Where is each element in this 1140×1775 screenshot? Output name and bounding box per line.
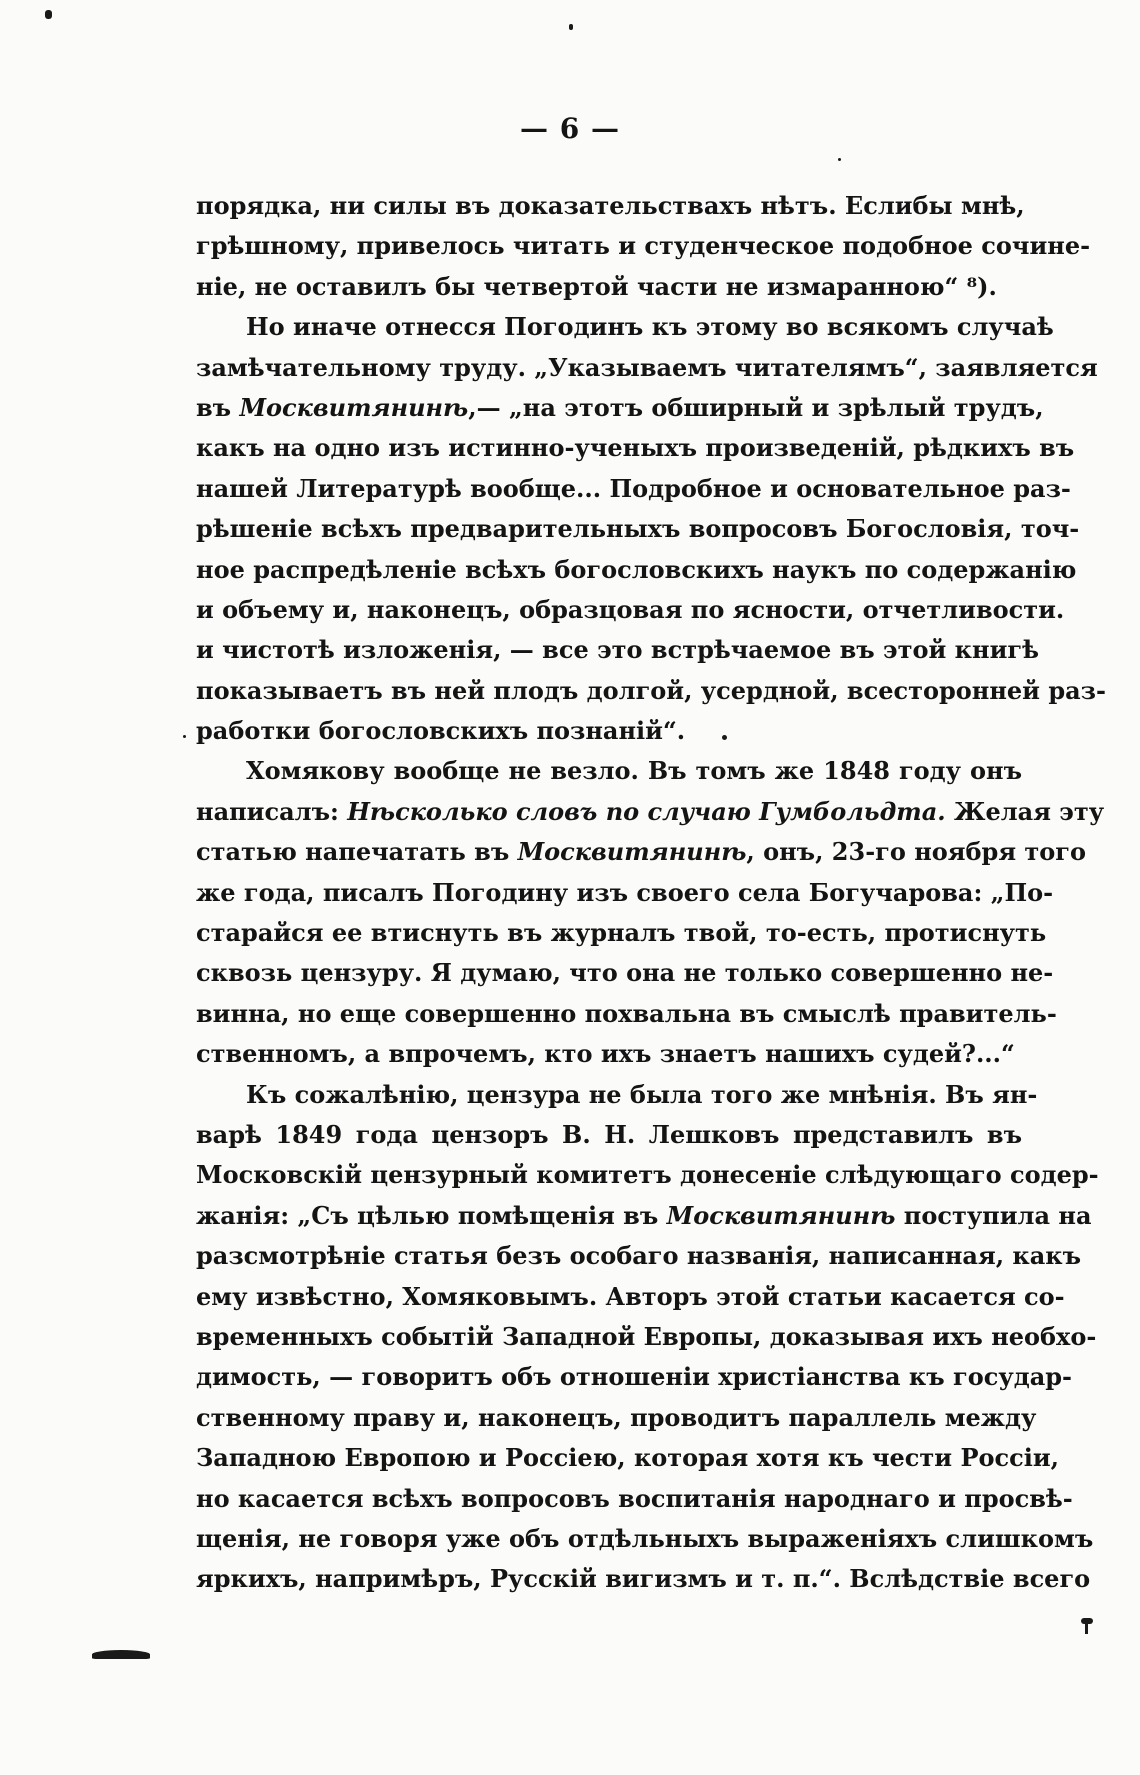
text-run: ственномъ, а впрочемъ, кто ихъ знаетъ нашихъ судей?...“ (196, 1039, 1015, 1069)
text-line (196, 186, 1025, 226)
text-line (196, 348, 1098, 388)
text-run: порядка, ни силы въ доказательствахъ нѣтъ. Еслибы мнѣ, (196, 191, 1025, 220)
text-run: димость, — говоритъ объ отношеніи христіанства къ государ- (196, 1362, 1072, 1392)
text-line (196, 307, 1054, 347)
page-number: — 6 — (520, 112, 620, 145)
italic-title: Москвитянинѣ (239, 392, 469, 422)
text-line (196, 1438, 1059, 1478)
text-line (196, 711, 1022, 751)
text-run: ственному праву и, наконецъ, проводитъ параллель между (196, 1402, 1037, 1432)
italic-title: Москвитянинѣ (666, 1200, 896, 1230)
text-line (196, 1155, 1099, 1195)
text-run: работки богословскихъ познаній“. (196, 716, 686, 746)
text-run: какъ на одно изъ истинно-ученыхъ произведеній, рѣдкихъ въ (196, 433, 1075, 463)
scan-speck (569, 24, 573, 30)
text-line (196, 1277, 1065, 1317)
text-run: разсмотрѣніе статья безъ особаго названія, написанная, какъ (196, 1241, 1082, 1271)
text-run: яркихъ, напримѣръ, Русскій вигизмъ и т. п.“. Вслѣдствіе всего (196, 1564, 1091, 1594)
text-line (196, 1115, 1022, 1155)
text-run: статью напечатать въ (196, 837, 518, 867)
text-line (196, 267, 1022, 307)
text-line (196, 226, 1091, 266)
text-line (196, 913, 1047, 953)
text-line (196, 1559, 1091, 1599)
text-line (196, 550, 1077, 590)
text-line (196, 590, 1065, 630)
text-line (196, 1357, 1072, 1397)
text-run: жанія: „Съ цѣлью помѣщенія въ (196, 1200, 667, 1230)
italic-title: Нѣсколько словъ по случаю Гумбольдта. (347, 796, 946, 826)
text-run: временныхъ событій Западной Европы, доказывая ихъ необхо- (196, 1321, 1097, 1351)
text-run: написалъ: (196, 796, 348, 826)
scan-speck (183, 735, 186, 738)
text-run: и чистотѣ изложенія, — все это встрѣчаемое въ этой книгѣ (196, 635, 1039, 665)
text-run: но касается всѣхъ вопросовъ воспитанія народнаго и просвѣ- (196, 1483, 1073, 1513)
text-line (196, 873, 1054, 913)
text-line (196, 1519, 1094, 1559)
text-run: ему извѣстно, Хомяковымъ. Авторъ этой статьи касается со- (196, 1281, 1065, 1311)
text-run: поступила на (895, 1200, 1092, 1230)
scan-smudge (1085, 1620, 1088, 1634)
scan-smudge (92, 1650, 150, 1659)
text-line (196, 630, 1039, 670)
text-line (196, 1196, 1092, 1236)
text-run: ніе, не оставилъ бы четвертой части не измаранною“ ⁸). (196, 271, 997, 301)
text-line (196, 1236, 1082, 1276)
text-run: Хомякову вообще не везло. Въ томъ же 1848 году онъ (246, 756, 1022, 786)
text-line (196, 469, 1071, 509)
scan-speck (838, 158, 841, 161)
text-run: сквозь цензуру. Я думаю, что она не только совершенно не- (196, 958, 1054, 988)
text-line (196, 1075, 1038, 1115)
text-run: старайся ее втиснуть въ журналъ твой, то-есть, протиснуть (196, 918, 1047, 948)
text-line (196, 832, 1086, 872)
text-run: Западною Европою и Россіею, которая хотя къ чести Россіи, (196, 1443, 1059, 1473)
text-run: и объему и, наконецъ, образцовая по ясности, отчетливости. (196, 594, 1065, 624)
text-run: ное распредѣленіе всѣхъ богословскихъ наукъ по содержанію (196, 554, 1077, 584)
text-run: замѣчательному труду. „Указываемъ читателямъ“, заявляется (196, 352, 1098, 382)
text-run: ,— „на этотъ обширный и зрѣлый трудъ, (468, 392, 1044, 422)
text-run: рѣшеніе всѣхъ предварительныхъ вопросовъ Богословія, точ- (196, 514, 1080, 544)
text-run: показываетъ въ ней плодъ долгой, усердной, всесторонней раз- (196, 675, 1106, 705)
text-run: Желая эту (945, 796, 1105, 826)
text-line (196, 1317, 1097, 1357)
text-line (196, 509, 1080, 549)
text-run: Но иначе отнесся Погодинъ къ этому во всякомъ случаѣ (246, 312, 1054, 342)
scan-speck (45, 10, 52, 19)
body-text (196, 186, 1106, 1600)
text-line (196, 953, 1054, 993)
text-line (196, 1034, 1022, 1074)
text-line (196, 388, 1044, 428)
text-line (196, 1398, 1037, 1438)
text-line (196, 671, 1106, 711)
text-run: нашей Литературѣ вообще... Подробное и основательное раз- (196, 473, 1071, 503)
text-line (196, 751, 1022, 791)
text-run: винна, но еще совершенно похвальна въ смыслѣ правитель- (196, 998, 1057, 1028)
text-line (196, 792, 1105, 832)
italic-title: Москвитянинѣ (517, 837, 747, 867)
text-run: Къ сожалѣнію, цензура не была того же мнѣнія. Въ ян- (246, 1079, 1038, 1109)
text-run: , онъ, 23-го ноября того (746, 837, 1086, 867)
text-run: варѣ 1849 года цензоръ В. Н. Лешковъ представилъ въ (196, 1119, 1022, 1149)
text-run: грѣшному, привелось читать и студенческое подобное сочине- (196, 231, 1091, 261)
text-run: щенія, не говоря уже объ отдѣльныхъ выраженіяхъ слишкомъ (196, 1523, 1094, 1553)
text-run: же года, писалъ Погодину изъ своего села Богучарова: „По- (196, 877, 1054, 907)
text-line (196, 994, 1057, 1034)
text-run: Московскій цензурный комитетъ донесеніе слѣдующаго содер- (196, 1160, 1099, 1190)
text-line (196, 428, 1075, 468)
text-run: въ (196, 392, 240, 422)
text-line (196, 1479, 1073, 1519)
